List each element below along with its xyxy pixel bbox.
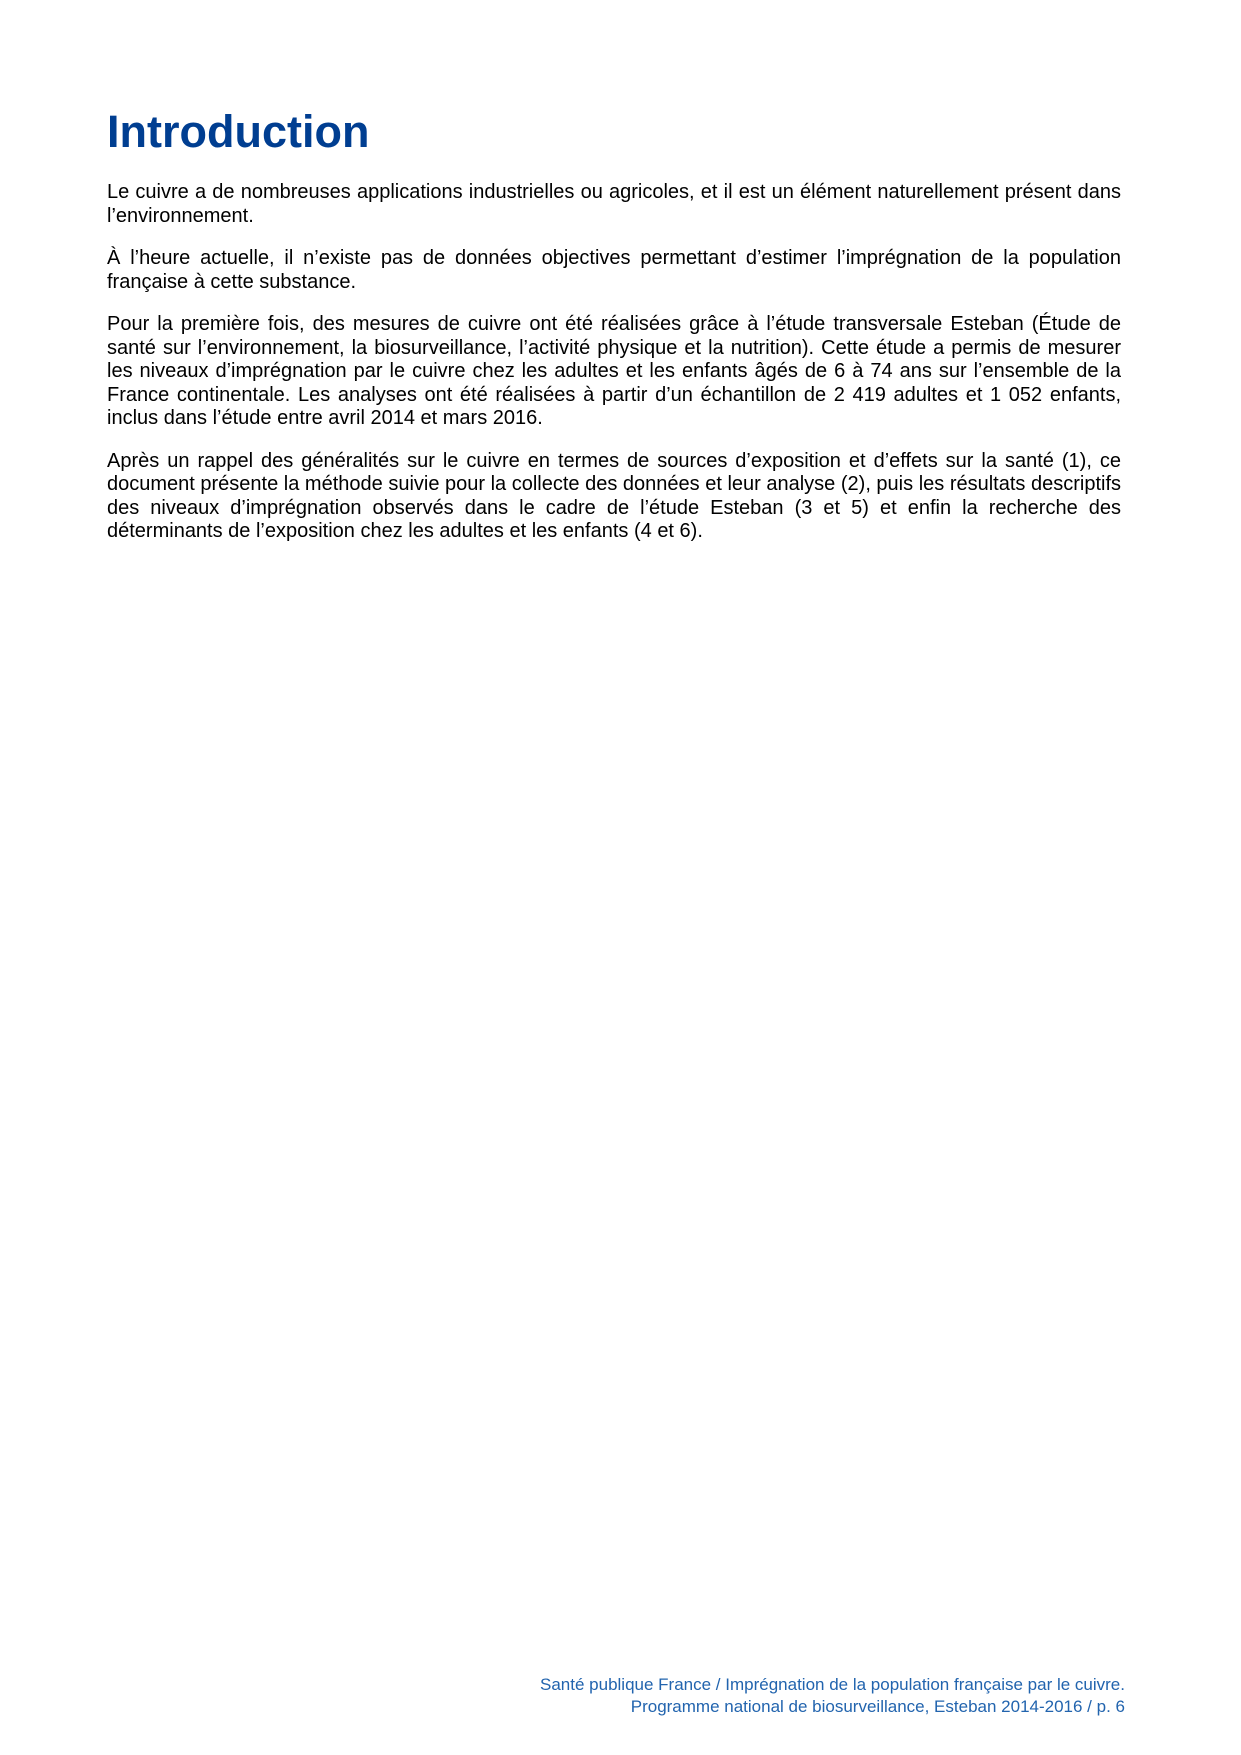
footer-line-2: Programme national de biosurveillance, Esteban 2014-2016 / p. 6 [630, 1697, 1125, 1716]
paragraph-esteban-study: Pour la première fois, des mesures de cuivre ont été réalisées grâce à l’étude transversale Esteban (Étude de santé sur l’environnement, la biosurveillance, l’activité physique et la nutrition). Cette étude a permis de mesurer les niveaux d’imprégnation par le cuivre chez les adultes et les enfants âgés de 6 à 74 ans sur l’ensemble de la France continentale. Les analyses ont été réalisées à partir d’un échantillon de 2 419 adultes et 1 052 enfants, inclus dans l’étude entre avril 2014 et mars 2016. [107, 313, 1121, 429]
footer-line-1: Santé publique France / Imprégnation de la population française par le cuivre. [540, 1675, 1125, 1694]
paragraph-copper-applications: Le cuivre a de nombreuses applications industrielles ou agricoles, et il est un élément naturellement présent dans l’environnement. [107, 181, 1121, 227]
paragraph-document-outline: Après un rappel des généralités sur le cuivre en termes de sources d’exposition et d’effets sur la santé (1), ce document présente la méthode suivie pour la collecte des données et leur analyse (2), puis les résultats descriptifs des niveaux d’imprégnation observés dans le cadre de l’étude Esteban (3 et 5) et enfin la recherche des déterminants de l’exposition chez les adultes et les enfants (4 et 6). [107, 449, 1121, 542]
page-title: Introduction [107, 106, 370, 157]
page-footer [540, 1674, 1125, 1718]
paragraph-no-objective-data: À l’heure actuelle, il n’existe pas de données objectives permettant d’estimer l’imprégnation de la population française à cette substance. [107, 247, 1121, 293]
document-content [107, 107, 1121, 563]
